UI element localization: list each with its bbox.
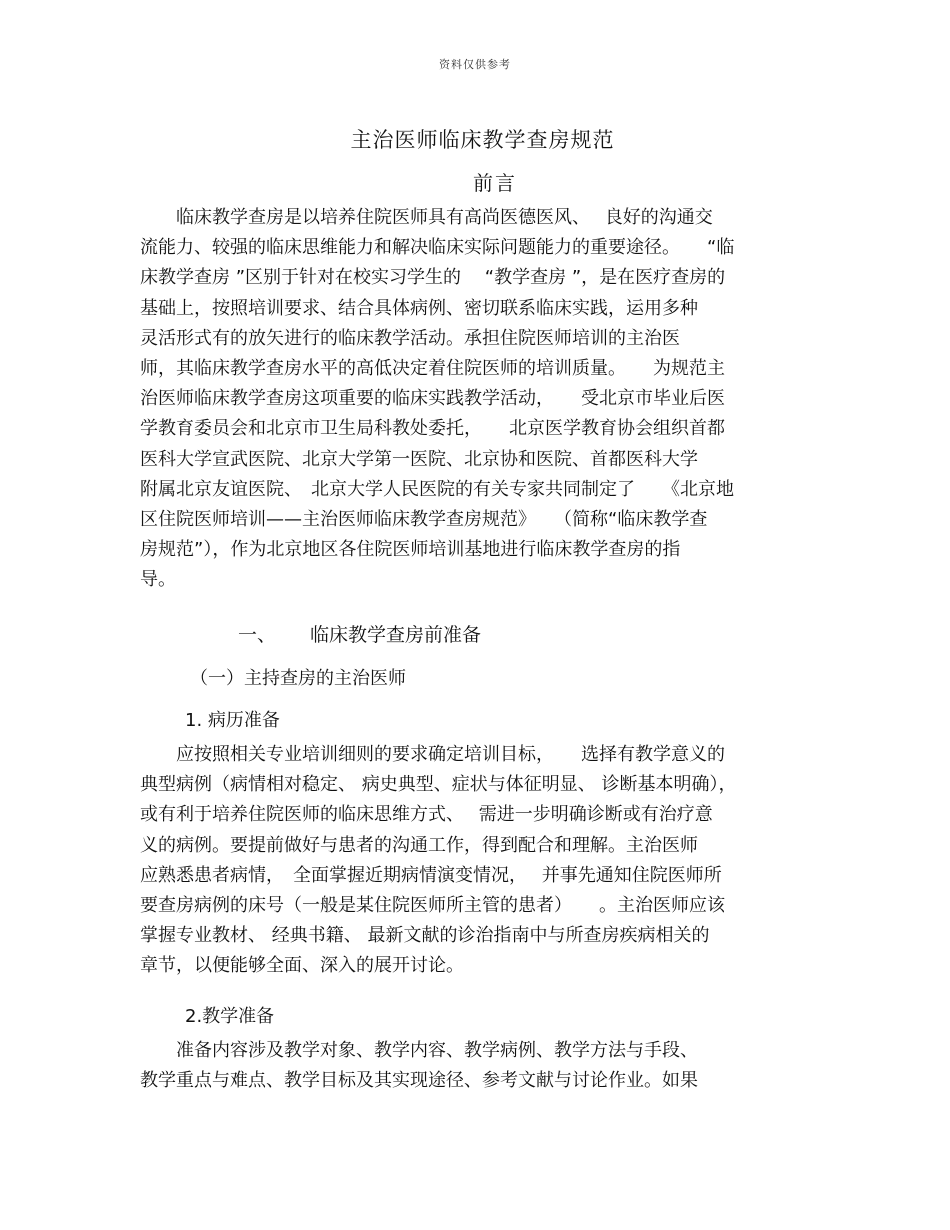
paragraph-line: 医科大学宣武医院、北京大学第一医院、北京协和医院、首都医科大学 (140, 448, 698, 470)
paragraph-line: 床教学查房 ”区别于针对在校实习学生的 “教学查房 ”，是在医疗查房的 (140, 267, 726, 289)
paragraph-line: 典型病例（病情相对稳定、 病史典型、症状与体征明显、 诊断基本明确）， (140, 774, 737, 796)
paragraph-line: 流能力、较强的临床思维能力和解决临床实际问题能力的重要途径。 “临 (140, 237, 735, 259)
paragraph-line: 义的病例。要提前做好与患者的沟通工作，得到配合和理解。主治医师 (140, 834, 698, 856)
paragraph-line: 或有利于培养住院医师的临床思维方式、 需进一步明确诊断或有治疗意 (140, 804, 713, 826)
item-heading: 1. 病历准备 (185, 710, 280, 731)
paragraph-line: 掌握专业教材、 经典书籍、 最新文献的诊治指南中与所查房疾病相关的 (140, 925, 710, 947)
preface-paragraph (140, 203, 810, 595)
paragraph-line: 应熟悉患者病情， 全面掌握近期病情演变情况， 并事先通知住院医师所 (140, 864, 722, 886)
paragraph-line: 准备内容涉及教学对象、教学内容、教学病例、教学方法与手段、 (140, 1040, 698, 1061)
page-header-note: 资料仅供参考 (439, 58, 511, 71)
paragraph-line: 应按照相关专业培训细则的要求确定培训目标， 选择有教学意义的 (140, 744, 725, 765)
document-title: 主治医师临床教学查房规范 (350, 128, 615, 152)
paragraph-line: 治医师临床教学查房这项重要的临床实践教学活动， 受北京市毕业后医 (140, 388, 725, 410)
paragraph-line: 师，其临床教学查房水平的高低决定着住院医师的培训质量。 为规范主 (140, 357, 725, 379)
section-number: 一、 (238, 624, 277, 646)
section-heading (238, 620, 481, 647)
paragraph-line: 区住院医师培训——主治医师临床教学查房规范》 （简称“临床教学查 (140, 508, 708, 530)
item2-paragraph (140, 1036, 810, 1096)
paragraph-line: 灵活形式有的放矢进行的临床教学活动。承担住院医师培训的主治医 (140, 327, 680, 349)
item-heading: 2.教学准备 (185, 1006, 275, 1027)
paragraph-line: 章节，以便能够全面、深入的展开讨论。 (140, 955, 464, 977)
preface-heading: 前言 (473, 171, 517, 195)
paragraph-line: 学教育委员会和北京市卫生局科教处委托， 北京医学教育协会组织首都 (140, 418, 725, 440)
item1-paragraph (140, 740, 810, 982)
paragraph-line: 基础上，按照培训要求、结合具体病例、密切联系临床实践，运用多种 (140, 297, 698, 319)
paragraph-line: 导。 (140, 569, 176, 591)
paragraph-line: 要查房病例的床号（一般是某住院医师所主管的患者） 。主治医师应该 (140, 894, 725, 916)
paragraph-line: 临床教学查房是以培养住院医师具有高尚医德医风、 良好的沟通交 (140, 207, 713, 228)
section-title: 临床教学查房前准备 (310, 624, 482, 646)
paragraph-line: 房规范”），作为北京地区各住院医师培训基地进行临床教学查房的指 (140, 539, 681, 561)
subsection-heading: （一）主持查房的主治医师 (190, 668, 406, 689)
paragraph-line: 教学重点与难点、教学目标及其实现途径、参考文献与讨论作业。如果 (140, 1070, 698, 1092)
paragraph-line: 附属北京友谊医院、 北京大学人民医院的有关专家共同制定了 《北京地 (140, 478, 734, 500)
